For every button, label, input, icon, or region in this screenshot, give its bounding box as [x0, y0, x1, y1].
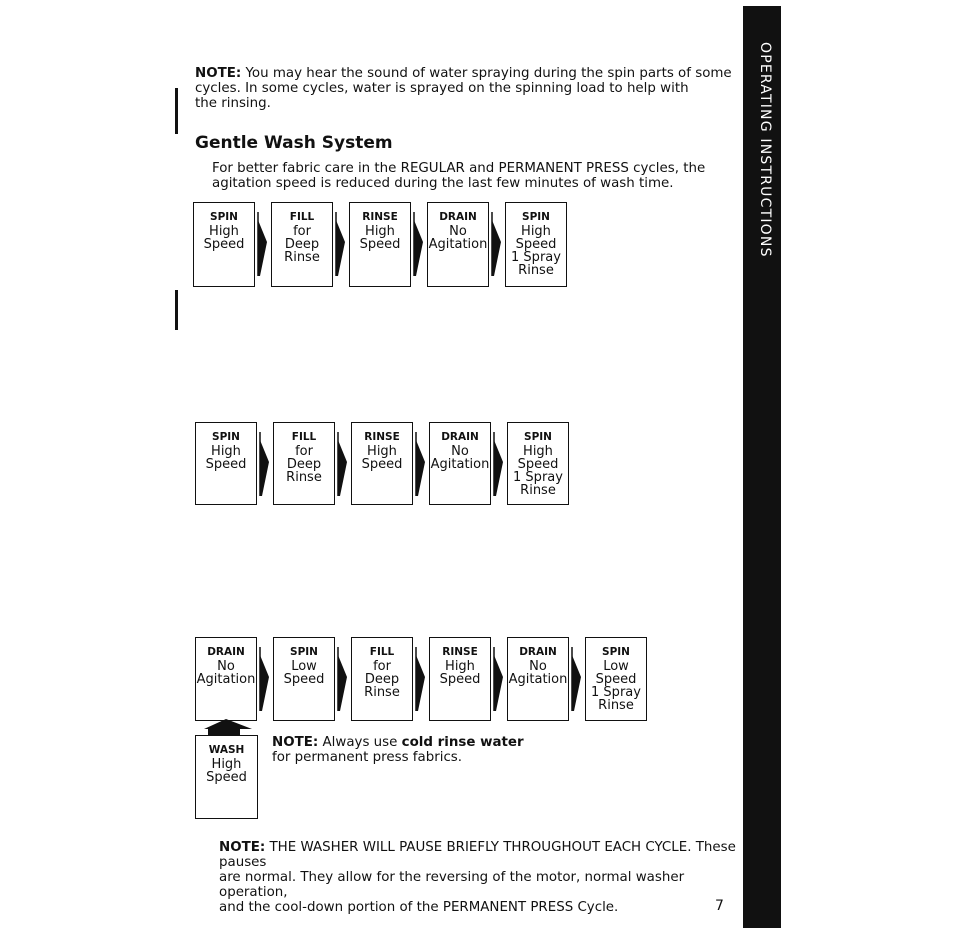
- step-line: Speed: [517, 457, 559, 472]
- step-line: High: [209, 224, 239, 239]
- right-arrow-icon: [571, 647, 581, 711]
- step-title: SPIN: [524, 431, 552, 443]
- step-title: RINSE: [362, 211, 398, 223]
- step-line: Speed: [205, 457, 247, 472]
- step-line: No: [529, 659, 547, 674]
- cycle-step-box: [195, 637, 257, 721]
- step-title: SPIN: [212, 431, 240, 443]
- step-line: No: [217, 659, 235, 674]
- right-arrow-icon: [337, 647, 347, 711]
- step-line: High: [211, 757, 242, 772]
- step-line: High: [521, 224, 551, 239]
- step-line: Low: [291, 659, 317, 674]
- step-title: DRAIN: [519, 646, 557, 658]
- page-number: 7: [715, 898, 724, 914]
- step-line: Rinse: [520, 483, 556, 498]
- step-line: Speed: [595, 672, 637, 687]
- step-line: High: [523, 444, 553, 459]
- cycle-step-box: [429, 422, 491, 505]
- step-title: FILL: [291, 431, 317, 443]
- step-line: Speed: [359, 237, 401, 252]
- cycle-step-box: [193, 202, 255, 287]
- step-line: Agitation: [196, 672, 256, 687]
- side-tab-label: OPERATING INSTRUCTIONS: [757, 42, 773, 258]
- step-line: Rinse: [518, 263, 554, 278]
- step-line: Rinse: [284, 250, 320, 265]
- step-line: Deep: [284, 237, 320, 252]
- cycle-step-box: [349, 202, 411, 287]
- change-bar: [175, 290, 178, 330]
- step-line: Speed: [206, 770, 247, 785]
- cycle-step-box: [427, 202, 489, 287]
- note-text: are normal. They allow for the reversing of the motor, normal washer operation,: [219, 870, 685, 900]
- cycle-step-box: [505, 202, 567, 287]
- right-arrow-icon: [259, 432, 269, 496]
- step-line: Speed: [203, 237, 245, 252]
- right-arrow-icon: [493, 647, 503, 711]
- note-2: [272, 735, 572, 765]
- step-title: DRAIN: [207, 646, 245, 658]
- cycle-step-box: [273, 637, 335, 721]
- step-line: Speed: [439, 672, 481, 687]
- note-label: NOTE:: [195, 66, 242, 81]
- step-line: Speed: [361, 457, 403, 472]
- note-text: for permanent press fabrics.: [272, 750, 463, 765]
- note-1: [195, 66, 735, 111]
- cycle-step-box: [273, 422, 335, 505]
- right-arrow-icon: [415, 647, 425, 711]
- step-line: Rinse: [598, 698, 634, 713]
- step-line: High: [367, 444, 397, 459]
- step-title: SPIN: [602, 646, 630, 658]
- step-line: for: [295, 444, 313, 459]
- note-text: THE WASHER WILL PAUSE BRIEFLY THROUGHOUT EACH CYCLE. These pauses: [219, 840, 736, 870]
- note-emphasis: cold rinse water: [401, 735, 524, 750]
- cycle-step-box: [351, 637, 413, 721]
- cycle-step-box: [507, 422, 569, 505]
- step-title: SPIN: [210, 211, 238, 223]
- cycle-step-box: [271, 202, 333, 287]
- step-line: Speed: [283, 672, 325, 687]
- right-arrow-icon: [335, 212, 345, 276]
- step-line: No: [449, 224, 467, 239]
- step-title: FILL: [369, 646, 395, 658]
- note-text: Always use: [318, 735, 402, 750]
- cycle-step-box: [585, 637, 647, 721]
- right-arrow-icon: [415, 432, 425, 496]
- change-bar: [175, 88, 178, 134]
- step-line: High: [211, 444, 241, 459]
- step-line: High: [365, 224, 395, 239]
- step-line: 1 Spray: [511, 250, 561, 265]
- right-arrow-icon: [259, 647, 269, 711]
- step-line: Speed: [515, 237, 557, 252]
- section-text: For better fabric care in the REGULAR and PERMANENT PRESS cycles, the: [212, 161, 706, 176]
- right-arrow-icon: [413, 212, 423, 276]
- step-title: DRAIN: [439, 211, 477, 223]
- step-line: Rinse: [286, 470, 322, 485]
- step-line: for: [293, 224, 311, 239]
- cycle-step-box: [195, 422, 257, 505]
- step-line: High: [445, 659, 475, 674]
- right-arrow-icon: [257, 212, 267, 276]
- up-arrow-icon: [204, 719, 254, 735]
- right-arrow-icon: [337, 432, 347, 496]
- step-line: for: [373, 659, 391, 674]
- right-arrow-icon: [493, 432, 503, 496]
- note-3: [219, 840, 739, 915]
- step-title: FILL: [289, 211, 315, 223]
- step-line: Low: [603, 659, 629, 674]
- step-title: RINSE: [442, 646, 478, 658]
- note-text: You may hear the sound of water spraying during the spin parts of some: [241, 66, 732, 81]
- note-label: NOTE:: [272, 735, 319, 750]
- step-line: Agitation: [508, 672, 568, 687]
- note-text: the rinsing.: [195, 96, 271, 111]
- step-line: 1 Spray: [513, 470, 563, 485]
- cycle-step-box: [507, 637, 569, 721]
- wash-box: [195, 735, 258, 819]
- step-title: SPIN: [290, 646, 318, 658]
- step-title: DRAIN: [441, 431, 479, 443]
- step-line: Rinse: [364, 685, 400, 700]
- step-line: No: [451, 444, 469, 459]
- right-arrow-icon: [491, 212, 501, 276]
- step-title: SPIN: [522, 211, 550, 223]
- step-line: 1 Spray: [591, 685, 641, 700]
- step-line: Deep: [286, 457, 322, 472]
- note-text: and the cool-down portion of the PERMANENT PRESS Cycle.: [219, 900, 619, 915]
- step-title: RINSE: [364, 431, 400, 443]
- section-text: agitation speed is reduced during the last few minutes of wash time.: [212, 176, 674, 191]
- note-label: NOTE:: [219, 840, 266, 855]
- cycle-step-box: [351, 422, 413, 505]
- step-line: Deep: [364, 672, 400, 687]
- step-line: Agitation: [430, 457, 490, 472]
- step-title: WASH: [208, 744, 245, 756]
- step-line: Agitation: [428, 237, 488, 252]
- section-body: [212, 161, 732, 191]
- cycle-step-box: [429, 637, 491, 721]
- section-title: Gentle Wash System: [195, 133, 393, 153]
- note-text: cycles. In some cycles, water is sprayed on the spinning load to help with: [195, 81, 689, 96]
